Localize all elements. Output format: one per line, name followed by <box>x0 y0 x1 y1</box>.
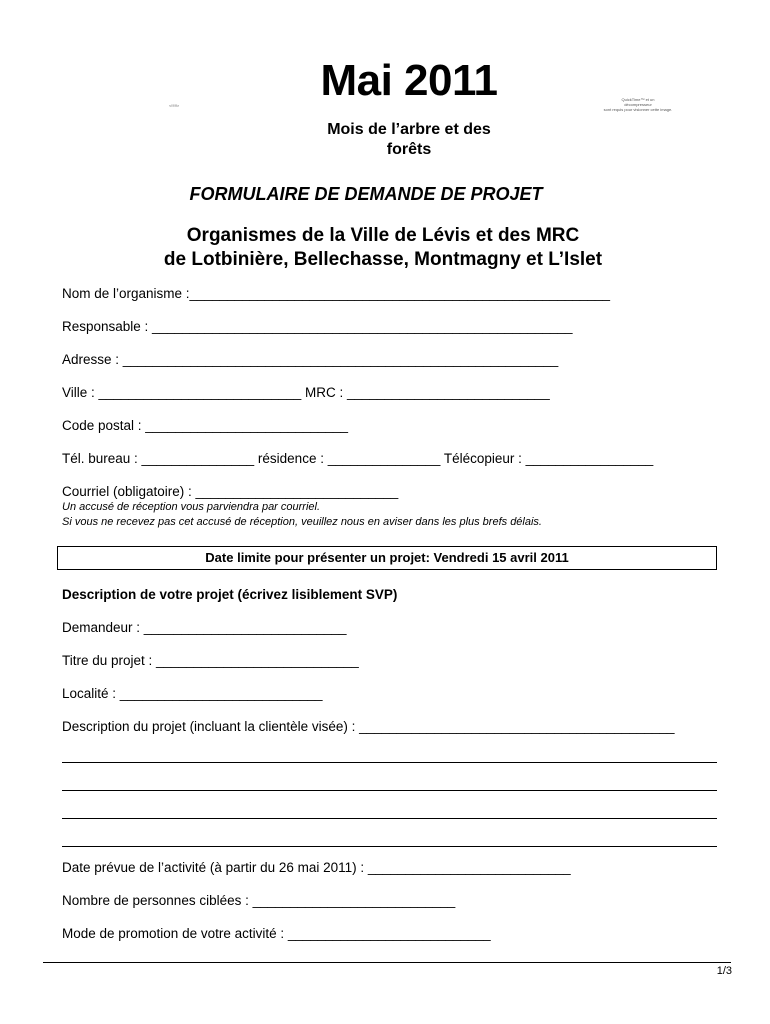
field-titre-projet[interactable]: Titre du projet : ___________________________ <box>62 653 359 668</box>
broken-image-placeholder: <!!!!!> <box>169 103 180 108</box>
subtitle-line-2: forêts <box>386 141 432 158</box>
field-adresse[interactable]: Adresse : __________________________________________________________ <box>62 352 559 367</box>
organisms-line-1: Organismes de la Ville de Lévis et des MRC <box>186 225 580 246</box>
subtitle <box>0 120 770 160</box>
description-line-1[interactable] <box>62 762 717 763</box>
page-title: Mai 2011 <box>320 56 498 105</box>
organisms-line-2: de Lotbinière, Bellechasse, Montmagny et L’Islet <box>163 249 603 270</box>
field-date-prevue[interactable]: Date prévue de l’activité (à partir du 26 mai 2011) : ___________________________ <box>62 860 571 875</box>
field-nom-organisme[interactable]: Nom de l’organisme :________________________________________________________ <box>62 286 611 301</box>
field-mode-promotion[interactable]: Mode de promotion de votre activité : ___________________________ <box>62 926 491 941</box>
subtitle-line-1: Mois de l’arbre et des <box>327 121 491 138</box>
quicktime-line-1: QuickTime™ et un <box>621 97 655 102</box>
field-responsable[interactable]: Responsable : ________________________________________________________ <box>62 319 573 334</box>
quicktime-line-2: décompresseur <box>624 102 652 107</box>
field-code-postal[interactable]: Code postal : ___________________________ <box>62 418 349 433</box>
field-courriel[interactable]: Courriel (obligatoire) : ___________________________ <box>62 484 399 499</box>
description-line-3[interactable] <box>62 818 717 819</box>
deadline-box: Date limite pour présenter un projet: Vendredi 15 avril 2011 <box>57 546 717 570</box>
note-aviser: Si vous ne recevez pas cet accusé de réception, veuillez nous en aviser dans les plus brefs délais. <box>62 516 542 528</box>
description-line-4[interactable] <box>62 846 717 847</box>
project-section-title: Description de votre projet (écrivez lisiblement SVP) <box>62 587 398 602</box>
description-line-2[interactable] <box>62 790 717 791</box>
quicktime-placeholder <box>598 97 678 112</box>
field-nombre-personnes[interactable]: Nombre de personnes ciblées : ___________________________ <box>62 893 456 908</box>
field-telephones[interactable]: Tél. bureau : _______________ résidence : _______________ Télécopieur : _________________ <box>62 451 654 466</box>
field-localite[interactable]: Localité : ___________________________ <box>62 686 323 701</box>
quicktime-line-3: sont requis pour visionner cette image. <box>603 107 673 112</box>
field-description-projet[interactable]: Description du projet (incluant la clientèle visée) : __________________________________________ <box>62 719 675 734</box>
page-number: 1/3 <box>716 965 732 977</box>
field-ville-mrc[interactable]: Ville : ___________________________ MRC : ___________________________ <box>62 385 550 400</box>
organisms-heading <box>0 224 766 272</box>
field-demandeur[interactable]: Demandeur : ___________________________ <box>62 620 347 635</box>
form-title: FORMULAIRE DE DEMANDE DE PROJET <box>189 184 543 204</box>
footer-divider <box>43 962 731 963</box>
note-accuse-reception: Un accusé de réception vous parviendra par courriel. <box>62 501 321 513</box>
